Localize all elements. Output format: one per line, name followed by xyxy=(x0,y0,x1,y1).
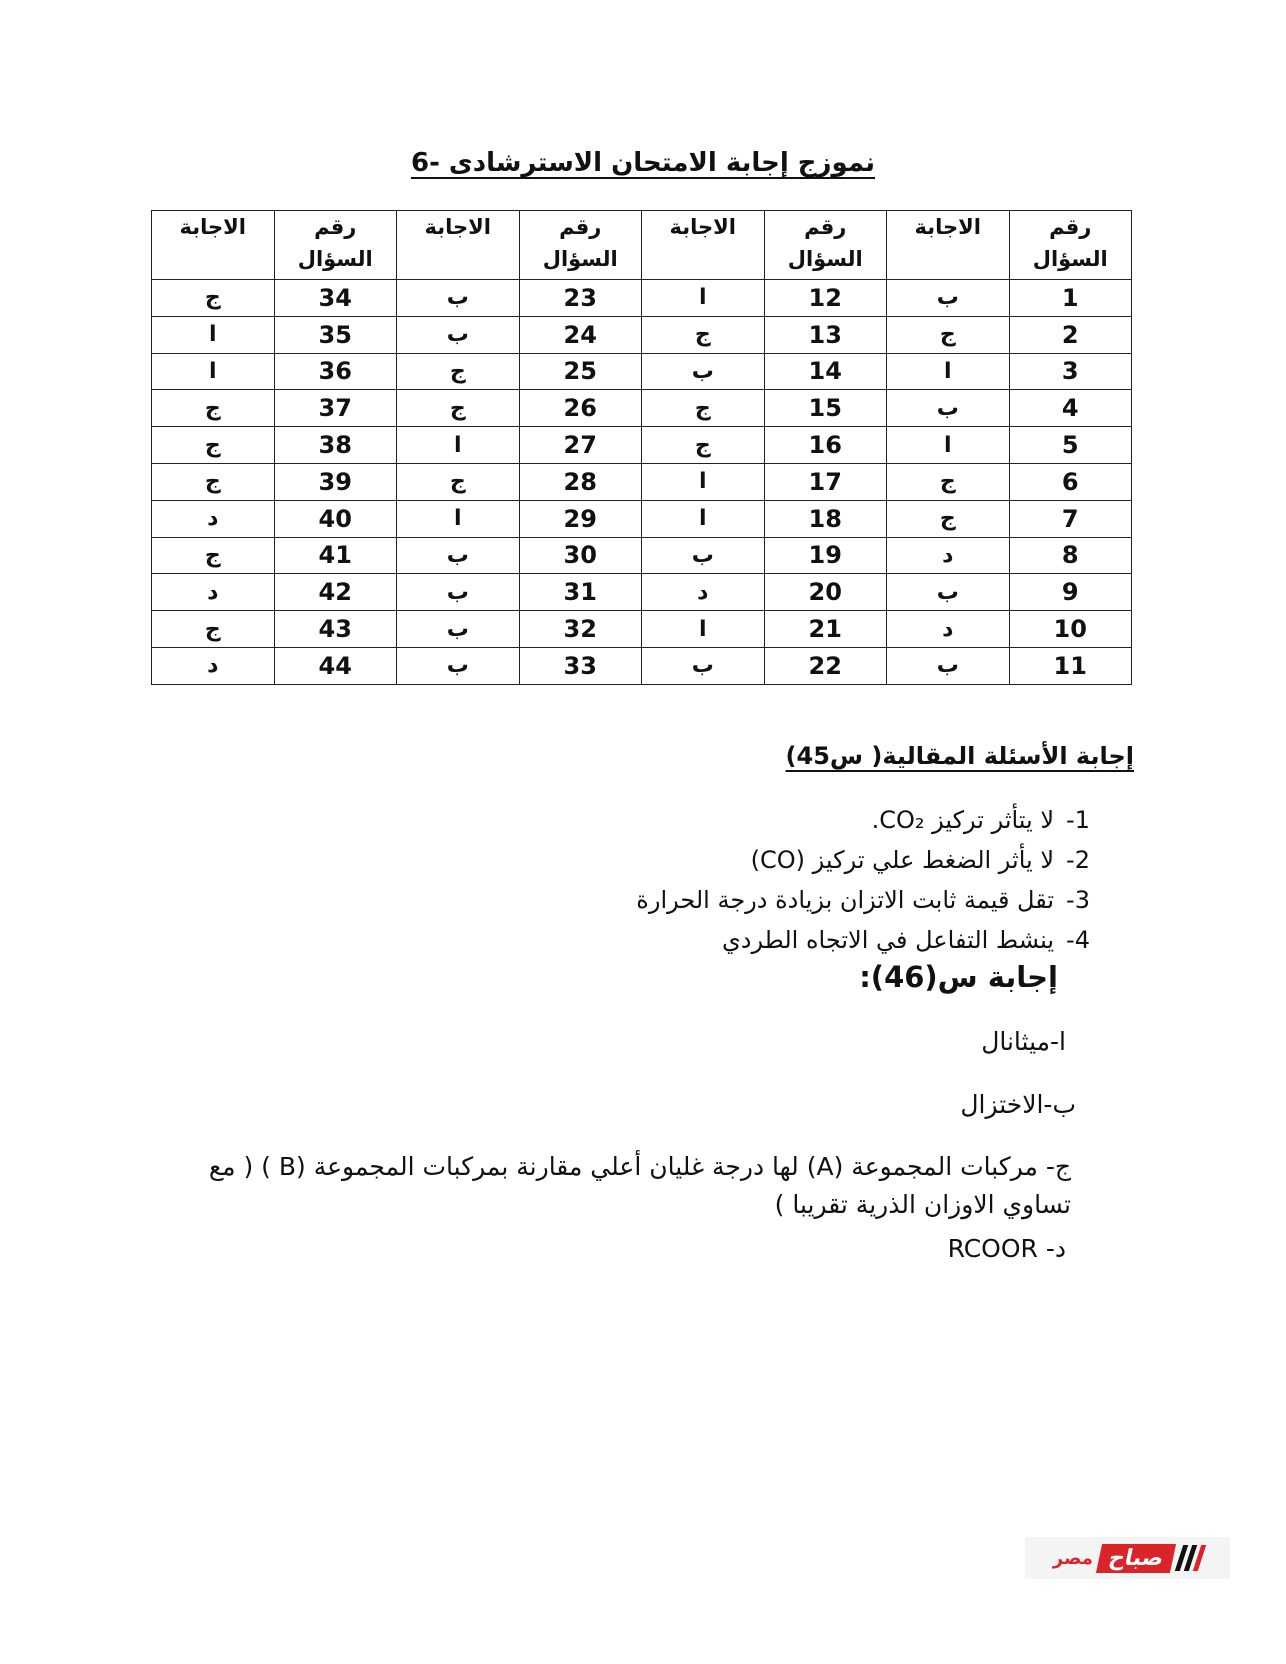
answer-cell: ا xyxy=(397,427,520,464)
answer-cell: ا xyxy=(887,353,1010,390)
question-number-cell: 5 xyxy=(1009,427,1132,464)
header-answer: الاجابة xyxy=(887,211,1010,280)
question-number-cell: 6 xyxy=(1009,463,1132,500)
header-question-line1: رقم xyxy=(804,215,847,239)
answer-cell: ج xyxy=(642,427,765,464)
table-body xyxy=(152,280,1132,685)
question-number-cell: 38 xyxy=(274,427,397,464)
question-number-cell: 42 xyxy=(274,574,397,611)
essay46-answer-b: ب-الاختزال xyxy=(960,1090,1076,1119)
question-number-cell: 35 xyxy=(274,316,397,353)
answer-cell: ب xyxy=(397,537,520,574)
question-number-cell: 29 xyxy=(519,500,642,537)
question-number-cell: 26 xyxy=(519,390,642,427)
answer-cell: ب xyxy=(397,647,520,684)
question-number-cell: 23 xyxy=(519,280,642,317)
answer-cell: د xyxy=(152,647,275,684)
essay45-item-text: ينشط التفاعل في الاتجاه الطردي xyxy=(721,926,1055,954)
answer-cell: ب xyxy=(642,537,765,574)
essay45-item-number: 1- xyxy=(1066,806,1090,834)
question-number-cell: 28 xyxy=(519,463,642,500)
question-number-cell: 1 xyxy=(1009,280,1132,317)
question-number-cell: 19 xyxy=(764,537,887,574)
question-number-cell: 7 xyxy=(1009,500,1132,537)
question-number-cell: 24 xyxy=(519,316,642,353)
question-number-cell: 21 xyxy=(764,611,887,648)
essay45-item-number: 2- xyxy=(1066,846,1090,874)
logo-word-2: مصر xyxy=(1052,1547,1093,1569)
answer-cell: ب xyxy=(642,647,765,684)
answer-cell: ا xyxy=(887,427,1010,464)
header-question-number xyxy=(764,211,887,280)
question-number-cell: 22 xyxy=(764,647,887,684)
question-number-cell: 2 xyxy=(1009,316,1132,353)
answer-cell: ج xyxy=(397,353,520,390)
essay45-item xyxy=(636,880,1090,920)
answer-cell: ب xyxy=(887,647,1010,684)
question-number-cell: 10 xyxy=(1009,611,1132,648)
question-number-cell: 13 xyxy=(764,316,887,353)
answer-cell: د xyxy=(887,611,1010,648)
answer-cell: ا xyxy=(642,280,765,317)
table-row xyxy=(152,574,1132,611)
header-question-line2: السؤال xyxy=(297,247,373,271)
question-number-cell: 36 xyxy=(274,353,397,390)
question-number-cell: 9 xyxy=(1009,574,1132,611)
answer-cell: ج xyxy=(642,316,765,353)
question-number-cell: 32 xyxy=(519,611,642,648)
header-question-number xyxy=(519,211,642,280)
logo-word-1: صباح xyxy=(1096,1544,1177,1573)
header-question-line1: رقم xyxy=(1049,215,1092,239)
header-question-line2: السؤال xyxy=(542,247,618,271)
question-number-cell: 12 xyxy=(764,280,887,317)
page-title-text: نموزج إجابة الامتحان الاسترشادى -6 xyxy=(410,148,876,178)
question-number-cell: 27 xyxy=(519,427,642,464)
essay46-answer-a: ا-ميثانال xyxy=(981,1027,1066,1056)
question-number-cell: 31 xyxy=(519,574,642,611)
header-answer: الاجابة xyxy=(152,211,275,280)
table-row xyxy=(152,611,1132,648)
logo-bars-icon xyxy=(1179,1545,1202,1571)
question-number-cell: 34 xyxy=(274,280,397,317)
header-question-number xyxy=(1009,211,1132,280)
answer-cell: ب xyxy=(887,390,1010,427)
question-number-cell: 15 xyxy=(764,390,887,427)
table-row xyxy=(152,316,1132,353)
question-number-cell: 16 xyxy=(764,427,887,464)
answer-cell: ج xyxy=(397,390,520,427)
question-number-cell: 17 xyxy=(764,463,887,500)
essay46-title: إجابة س(46): xyxy=(859,960,1058,994)
answer-cell: ج xyxy=(152,427,275,464)
header-question-line2: السؤال xyxy=(1032,247,1108,271)
answer-cell: ب xyxy=(397,280,520,317)
essay45-item xyxy=(636,800,1090,840)
answer-cell: ج xyxy=(887,463,1010,500)
essay45-item xyxy=(636,840,1090,880)
answer-cell: ج xyxy=(152,611,275,648)
answer-table xyxy=(151,210,1132,685)
essay45-item-number: 3- xyxy=(1066,886,1090,914)
header-answer: الاجابة xyxy=(397,211,520,280)
answer-cell: ب xyxy=(397,611,520,648)
question-number-cell: 11 xyxy=(1009,647,1132,684)
answer-cell: ب xyxy=(887,574,1010,611)
answer-cell: ب xyxy=(397,316,520,353)
question-number-cell: 25 xyxy=(519,353,642,390)
table-row xyxy=(152,427,1132,464)
essay45-item-text: تقل قيمة ثابت الاتزان بزيادة درجة الحرارة xyxy=(636,886,1055,914)
question-number-cell: 41 xyxy=(274,537,397,574)
question-number-cell: 40 xyxy=(274,500,397,537)
answer-cell: ا xyxy=(152,353,275,390)
essay45-item xyxy=(636,920,1090,960)
table-row xyxy=(152,353,1132,390)
header-question-line1: رقم xyxy=(559,215,602,239)
essay45-item-text: لا يتأثر تركيز CO₂. xyxy=(871,806,1055,834)
answer-cell: ا xyxy=(397,500,520,537)
answer-cell: د xyxy=(642,574,765,611)
question-number-cell: 37 xyxy=(274,390,397,427)
header-question-number xyxy=(274,211,397,280)
table-row xyxy=(152,280,1132,317)
brand-logo xyxy=(1025,1537,1230,1579)
answer-cell: ا xyxy=(642,500,765,537)
essay45-item-text: لا يأثر الضغط علي تركيز (CO) xyxy=(750,846,1055,874)
answer-cell: ج xyxy=(152,390,275,427)
essay46-answer-d: د- RCOOR xyxy=(947,1234,1066,1263)
essay45-list xyxy=(636,800,1090,960)
answer-cell: ج xyxy=(152,537,275,574)
question-number-cell: 18 xyxy=(764,500,887,537)
question-number-cell: 30 xyxy=(519,537,642,574)
answer-cell: ج xyxy=(642,390,765,427)
header-question-line1: رقم xyxy=(314,215,357,239)
answer-cell: ا xyxy=(152,316,275,353)
table-row xyxy=(152,390,1132,427)
question-number-cell: 14 xyxy=(764,353,887,390)
question-number-cell: 39 xyxy=(274,463,397,500)
question-number-cell: 8 xyxy=(1009,537,1132,574)
table-row xyxy=(152,647,1132,684)
answer-cell: ا xyxy=(642,611,765,648)
question-number-cell: 33 xyxy=(519,647,642,684)
question-number-cell: 3 xyxy=(1009,353,1132,390)
answer-cell: ج xyxy=(397,463,520,500)
answer-cell: ب xyxy=(397,574,520,611)
question-number-cell: 20 xyxy=(764,574,887,611)
table-row xyxy=(152,500,1132,537)
answer-cell: ا xyxy=(642,463,765,500)
answer-cell: ب xyxy=(642,353,765,390)
question-number-cell: 44 xyxy=(274,647,397,684)
table-header-row xyxy=(152,211,1132,280)
answer-cell: ج xyxy=(152,463,275,500)
essay45-item-number: 4- xyxy=(1066,926,1090,954)
answer-cell: ج xyxy=(887,500,1010,537)
header-answer: الاجابة xyxy=(642,211,765,280)
table-row xyxy=(152,463,1132,500)
answer-cell: د xyxy=(152,574,275,611)
header-question-line2: السؤال xyxy=(787,247,863,271)
essay46-answer-c: ج- مركبات المجموعة (A) لها درجة غليان أعلي مقارنة بمركبات المجموعة (B ) ( مع تساوي الاوزان الذرية تقريبا ) xyxy=(208,1152,1071,1219)
question-number-cell: 4 xyxy=(1009,390,1132,427)
page-title xyxy=(0,148,1286,178)
answer-cell: ج xyxy=(152,280,275,317)
answer-cell: د xyxy=(152,500,275,537)
answer-cell: ج xyxy=(887,316,1010,353)
answer-cell: ب xyxy=(887,280,1010,317)
answer-cell: د xyxy=(887,537,1010,574)
question-number-cell: 43 xyxy=(274,611,397,648)
table-row xyxy=(152,537,1132,574)
essay45-title: إجابة الأسئلة المقالية( س45) xyxy=(785,742,1134,770)
